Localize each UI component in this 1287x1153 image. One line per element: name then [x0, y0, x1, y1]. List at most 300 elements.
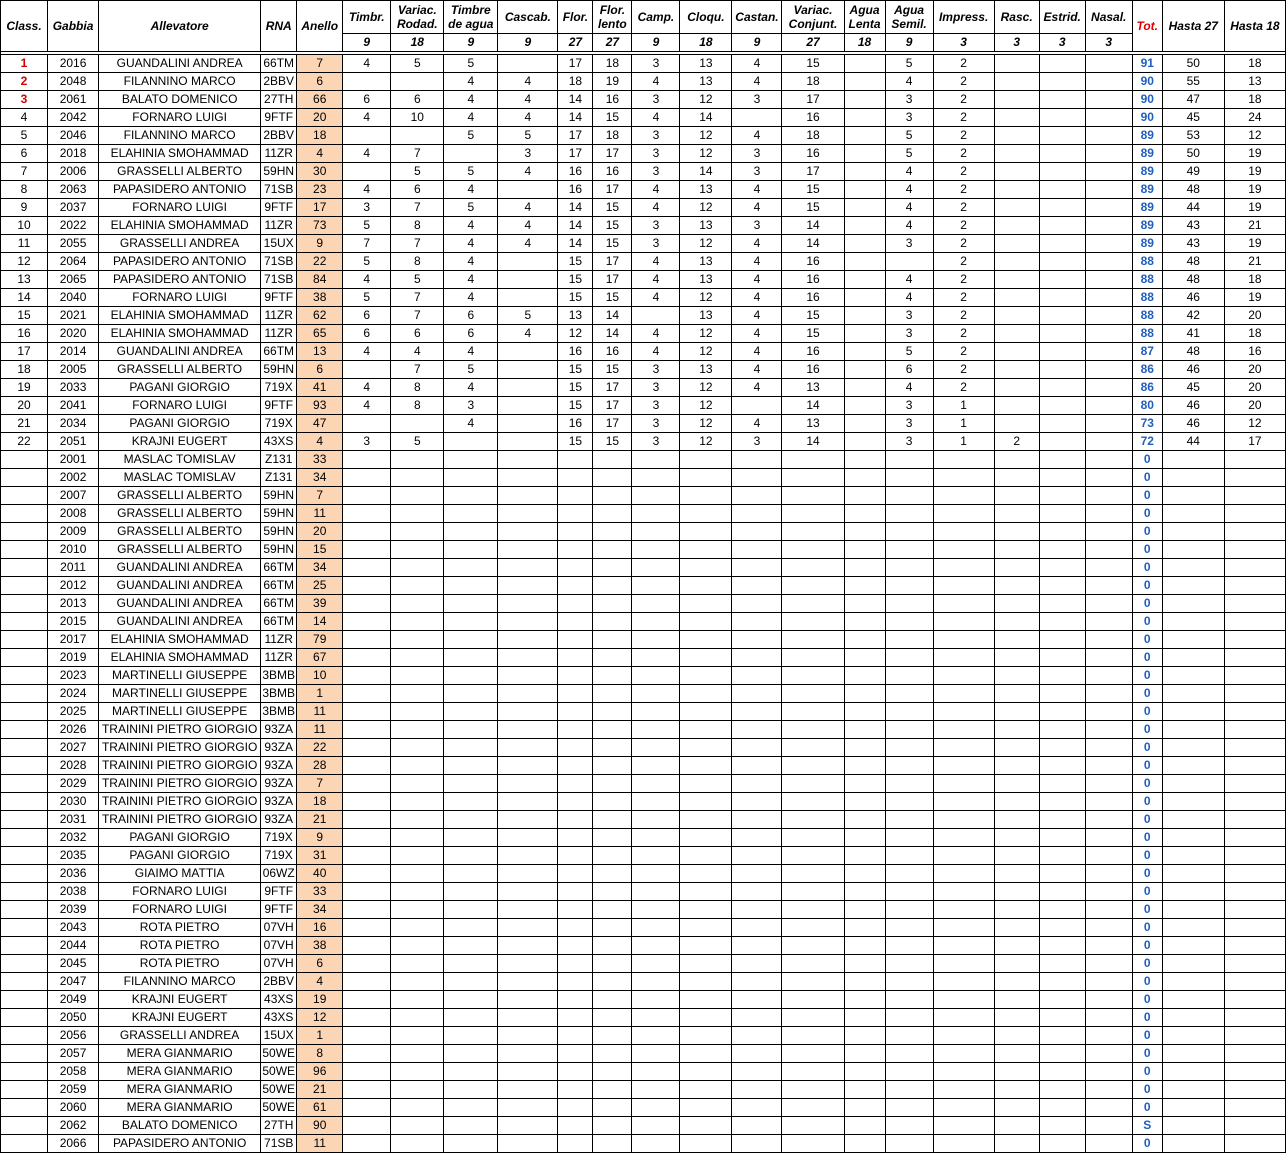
camp-cell[interactable]: 3 [632, 163, 680, 181]
camp-cell[interactable]: 4 [632, 325, 680, 343]
timbre-de-agua-cell[interactable] [444, 721, 498, 739]
cascab-cell[interactable] [498, 1009, 558, 1027]
cloqu-cell[interactable]: 12 [680, 127, 732, 145]
rasc-cell[interactable] [994, 343, 1039, 361]
hasta27-cell[interactable]: 43 [1162, 217, 1224, 235]
flor-cell[interactable] [558, 937, 593, 955]
variac-conjunt-cell[interactable] [782, 559, 844, 577]
variac-conjunt-cell[interactable] [782, 1081, 844, 1099]
cloqu-cell[interactable] [680, 901, 732, 919]
variac-conjunt-cell[interactable] [782, 793, 844, 811]
tot-cell[interactable]: 0 [1132, 559, 1162, 577]
impress-cell[interactable]: 1 [933, 433, 994, 451]
anello-cell[interactable]: 11 [297, 721, 343, 739]
nasal-cell[interactable] [1085, 253, 1132, 271]
variac-rodad-cell[interactable] [391, 1081, 444, 1099]
cascab-cell[interactable] [498, 1045, 558, 1063]
castan-cell[interactable] [732, 631, 782, 649]
variac-rodad-cell[interactable]: 7 [391, 289, 444, 307]
rasc-cell[interactable] [994, 1045, 1039, 1063]
allevatore-cell[interactable]: FILANNINO MARCO [99, 127, 261, 145]
timbr-cell[interactable]: 5 [343, 289, 391, 307]
flor-lento-cell[interactable] [593, 451, 632, 469]
variac-conjunt-cell[interactable]: 17 [782, 163, 844, 181]
class-cell[interactable] [1, 883, 48, 901]
cascab-cell[interactable] [498, 1081, 558, 1099]
castan-cell[interactable] [732, 991, 782, 1009]
hasta18-cell[interactable] [1224, 721, 1285, 739]
col-header-estrid[interactable]: Estrid. [1039, 1, 1085, 34]
hasta27-cell[interactable] [1162, 811, 1224, 829]
allevatore-cell[interactable]: TRAININI PIETRO GIORGIO [99, 793, 261, 811]
variac-conjunt-cell[interactable] [782, 973, 844, 991]
allevatore-cell[interactable]: MERA GIANMARIO [99, 1063, 261, 1081]
variac-rodad-cell[interactable]: 7 [391, 145, 444, 163]
flor-cell[interactable]: 15 [558, 379, 593, 397]
timbre-de-agua-cell[interactable] [444, 523, 498, 541]
nasal-cell[interactable] [1085, 901, 1132, 919]
hasta27-cell[interactable] [1162, 883, 1224, 901]
impress-cell[interactable] [933, 721, 994, 739]
anello-cell[interactable]: 18 [297, 793, 343, 811]
hasta27-cell[interactable] [1162, 451, 1224, 469]
cloqu-cell[interactable]: 12 [680, 415, 732, 433]
anello-cell[interactable]: 38 [297, 289, 343, 307]
estrid-cell[interactable] [1039, 757, 1085, 775]
hasta18-cell[interactable] [1224, 505, 1285, 523]
nasal-cell[interactable] [1085, 1117, 1132, 1135]
rasc-cell[interactable] [994, 523, 1039, 541]
class-cell[interactable]: 5 [1, 127, 48, 145]
gabbia-cell[interactable]: 2063 [48, 181, 99, 199]
cloqu-cell[interactable] [680, 649, 732, 667]
camp-cell[interactable] [632, 703, 680, 721]
hasta18-cell[interactable] [1224, 703, 1285, 721]
anello-cell[interactable]: 34 [297, 469, 343, 487]
camp-cell[interactable] [632, 1135, 680, 1153]
hasta18-cell[interactable] [1224, 757, 1285, 775]
class-cell[interactable] [1, 793, 48, 811]
estrid-cell[interactable] [1039, 199, 1085, 217]
class-cell[interactable] [1, 937, 48, 955]
flor-cell[interactable] [558, 487, 593, 505]
hasta27-cell[interactable]: 47 [1162, 91, 1224, 109]
agua-lenta-cell[interactable] [844, 991, 885, 1009]
class-cell[interactable]: 20 [1, 397, 48, 415]
flor-cell[interactable]: 18 [558, 73, 593, 91]
anello-cell[interactable]: 39 [297, 595, 343, 613]
flor-lento-cell[interactable] [593, 541, 632, 559]
estrid-cell[interactable] [1039, 451, 1085, 469]
estrid-cell[interactable] [1039, 127, 1085, 145]
rasc-cell[interactable] [994, 865, 1039, 883]
castan-cell[interactable] [732, 1099, 782, 1117]
agua-lenta-cell[interactable] [844, 235, 885, 253]
hasta18-cell[interactable] [1224, 1135, 1285, 1153]
variac-conjunt-cell[interactable] [782, 1045, 844, 1063]
class-cell[interactable] [1, 613, 48, 631]
agua-lenta-cell[interactable] [844, 1063, 885, 1081]
col-header-flor[interactable]: Flor. [558, 1, 593, 34]
anello-cell[interactable]: 10 [297, 667, 343, 685]
allevatore-cell[interactable]: PAGANI GIORGIO [99, 829, 261, 847]
agua-semil-cell[interactable] [885, 595, 933, 613]
gabbia-cell[interactable]: 2042 [48, 109, 99, 127]
class-cell[interactable] [1, 865, 48, 883]
variac-conjunt-cell[interactable] [782, 487, 844, 505]
flor-lento-cell[interactable] [593, 487, 632, 505]
hasta18-cell[interactable]: 18 [1224, 91, 1285, 109]
agua-semil-cell[interactable]: 3 [885, 325, 933, 343]
camp-cell[interactable] [632, 1099, 680, 1117]
rna-cell[interactable]: 50WE [261, 1081, 297, 1099]
impress-cell[interactable] [933, 739, 994, 757]
col-header-class[interactable]: Class. [1, 1, 48, 52]
flor-cell[interactable] [558, 757, 593, 775]
flor-lento-cell[interactable]: 17 [593, 145, 632, 163]
cascab-cell[interactable] [498, 181, 558, 199]
col-header-variac-conjunt[interactable]: Variac. Conjunt. [782, 1, 844, 34]
impress-cell[interactable]: 2 [933, 325, 994, 343]
cloqu-cell[interactable] [680, 955, 732, 973]
timbr-cell[interactable] [343, 973, 391, 991]
timbr-cell[interactable]: 4 [343, 109, 391, 127]
allevatore-cell[interactable]: GUANDALINI ANDREA [99, 577, 261, 595]
gabbia-cell[interactable]: 2006 [48, 163, 99, 181]
castan-cell[interactable] [732, 469, 782, 487]
cloqu-cell[interactable]: 12 [680, 289, 732, 307]
allevatore-cell[interactable]: KRAJNI EUGERT [99, 991, 261, 1009]
timbr-cell[interactable] [343, 523, 391, 541]
class-cell[interactable] [1, 721, 48, 739]
castan-cell[interactable] [732, 109, 782, 127]
tot-cell[interactable]: 88 [1132, 289, 1162, 307]
timbre-de-agua-cell[interactable] [444, 1135, 498, 1153]
castan-cell[interactable] [732, 613, 782, 631]
timbr-cell[interactable] [343, 451, 391, 469]
timbre-de-agua-cell[interactable]: 4 [444, 91, 498, 109]
agua-semil-cell[interactable] [885, 451, 933, 469]
agua-semil-cell[interactable]: 6 [885, 361, 933, 379]
timbre-de-agua-cell[interactable] [444, 829, 498, 847]
castan-cell[interactable] [732, 1081, 782, 1099]
nasal-cell[interactable] [1085, 289, 1132, 307]
variac-rodad-cell[interactable]: 7 [391, 199, 444, 217]
agua-lenta-cell[interactable] [844, 937, 885, 955]
variac-conjunt-cell[interactable] [782, 883, 844, 901]
gabbia-cell[interactable]: 2041 [48, 397, 99, 415]
estrid-cell[interactable] [1039, 397, 1085, 415]
timbre-de-agua-cell[interactable]: 4 [444, 379, 498, 397]
tot-cell[interactable]: 0 [1132, 1081, 1162, 1099]
camp-cell[interactable] [632, 811, 680, 829]
timbre-de-agua-cell[interactable] [444, 901, 498, 919]
variac-rodad-cell[interactable]: 7 [391, 235, 444, 253]
allevatore-cell[interactable]: PAGANI GIORGIO [99, 847, 261, 865]
nasal-cell[interactable] [1085, 397, 1132, 415]
camp-cell[interactable] [632, 1117, 680, 1135]
class-cell[interactable] [1, 739, 48, 757]
gabbia-cell[interactable]: 2011 [48, 559, 99, 577]
agua-lenta-cell[interactable] [844, 127, 885, 145]
timbr-cell[interactable] [343, 613, 391, 631]
rna-cell[interactable]: 59HN [261, 523, 297, 541]
castan-cell[interactable] [732, 559, 782, 577]
class-cell[interactable] [1, 1045, 48, 1063]
rna-cell[interactable]: 59HN [261, 487, 297, 505]
cascab-cell[interactable]: 4 [498, 235, 558, 253]
flor-lento-cell[interactable] [593, 1099, 632, 1117]
nasal-cell[interactable] [1085, 217, 1132, 235]
agua-semil-cell[interactable] [885, 685, 933, 703]
hasta27-cell[interactable]: 55 [1162, 73, 1224, 91]
hasta27-cell[interactable]: 48 [1162, 271, 1224, 289]
flor-lento-cell[interactable] [593, 937, 632, 955]
cloqu-cell[interactable]: 12 [680, 145, 732, 163]
impress-cell[interactable]: 2 [933, 127, 994, 145]
rna-cell[interactable]: 11ZR [261, 217, 297, 235]
rasc-cell[interactable] [994, 775, 1039, 793]
class-cell[interactable]: 21 [1, 415, 48, 433]
class-cell[interactable] [1, 1063, 48, 1081]
nasal-cell[interactable] [1085, 487, 1132, 505]
rasc-cell[interactable] [994, 649, 1039, 667]
allevatore-cell[interactable]: GUANDALINI ANDREA [99, 55, 261, 73]
anello-cell[interactable]: 90 [297, 1117, 343, 1135]
impress-cell[interactable] [933, 865, 994, 883]
flor-cell[interactable]: 16 [558, 181, 593, 199]
hasta27-cell[interactable]: 46 [1162, 397, 1224, 415]
timbr-cell[interactable] [343, 127, 391, 145]
timbre-de-agua-cell[interactable] [444, 703, 498, 721]
impress-cell[interactable] [933, 631, 994, 649]
agua-semil-cell[interactable]: 3 [885, 109, 933, 127]
camp-cell[interactable] [632, 991, 680, 1009]
class-cell[interactable] [1, 703, 48, 721]
rasc-cell[interactable] [994, 181, 1039, 199]
variac-rodad-cell[interactable] [391, 487, 444, 505]
variac-conjunt-cell[interactable] [782, 1117, 844, 1135]
rasc-cell[interactable] [994, 613, 1039, 631]
timbr-cell[interactable]: 4 [343, 397, 391, 415]
variac-rodad-cell[interactable]: 7 [391, 361, 444, 379]
agua-lenta-cell[interactable] [844, 91, 885, 109]
cascab-cell[interactable] [498, 811, 558, 829]
hasta18-cell[interactable] [1224, 541, 1285, 559]
nasal-cell[interactable] [1085, 685, 1132, 703]
variac-rodad-cell[interactable] [391, 73, 444, 91]
flor-cell[interactable] [558, 1009, 593, 1027]
variac-conjunt-cell[interactable]: 15 [782, 181, 844, 199]
agua-lenta-cell[interactable] [844, 649, 885, 667]
timbr-cell[interactable] [343, 1027, 391, 1045]
gabbia-cell[interactable]: 2037 [48, 199, 99, 217]
col-header-impress[interactable]: Impress. [933, 1, 994, 34]
cascab-cell[interactable] [498, 865, 558, 883]
camp-cell[interactable] [632, 451, 680, 469]
rna-cell[interactable]: 719X [261, 415, 297, 433]
nasal-cell[interactable] [1085, 91, 1132, 109]
cloqu-cell[interactable]: 13 [680, 55, 732, 73]
anello-cell[interactable]: 61 [297, 1099, 343, 1117]
anello-cell[interactable]: 8 [297, 1045, 343, 1063]
impress-cell[interactable]: 2 [933, 217, 994, 235]
variac-rodad-cell[interactable] [391, 613, 444, 631]
timbre-de-agua-cell[interactable] [444, 955, 498, 973]
rna-cell[interactable]: 71SB [261, 181, 297, 199]
nasal-cell[interactable] [1085, 127, 1132, 145]
agua-semil-cell[interactable] [885, 667, 933, 685]
camp-cell[interactable]: 3 [632, 379, 680, 397]
tot-cell[interactable]: 0 [1132, 721, 1162, 739]
agua-lenta-cell[interactable] [844, 1099, 885, 1117]
rasc-cell[interactable] [994, 217, 1039, 235]
impress-cell[interactable] [933, 1135, 994, 1153]
cloqu-cell[interactable] [680, 703, 732, 721]
agua-lenta-cell[interactable] [844, 55, 885, 73]
timbr-cell[interactable] [343, 865, 391, 883]
impress-cell[interactable] [933, 775, 994, 793]
rna-cell[interactable]: 93ZA [261, 811, 297, 829]
nasal-cell[interactable] [1085, 991, 1132, 1009]
castan-cell[interactable] [732, 1117, 782, 1135]
estrid-cell[interactable] [1039, 109, 1085, 127]
class-cell[interactable] [1, 559, 48, 577]
rasc-cell[interactable] [994, 631, 1039, 649]
class-cell[interactable] [1, 1081, 48, 1099]
anello-cell[interactable]: 33 [297, 451, 343, 469]
estrid-cell[interactable] [1039, 703, 1085, 721]
timbre-de-agua-cell[interactable] [444, 685, 498, 703]
rna-cell[interactable]: 11ZR [261, 325, 297, 343]
anello-cell[interactable]: 9 [297, 829, 343, 847]
castan-cell[interactable] [732, 649, 782, 667]
rna-cell[interactable]: 06WZ [261, 865, 297, 883]
tot-cell[interactable]: S [1132, 1117, 1162, 1135]
class-cell[interactable]: 4 [1, 109, 48, 127]
tot-cell[interactable]: 90 [1132, 109, 1162, 127]
impress-cell[interactable]: 2 [933, 343, 994, 361]
anello-cell[interactable]: 34 [297, 901, 343, 919]
gabbia-cell[interactable]: 2018 [48, 145, 99, 163]
flor-lento-cell[interactable] [593, 829, 632, 847]
timbre-de-agua-cell[interactable]: 5 [444, 361, 498, 379]
cloqu-cell[interactable]: 14 [680, 109, 732, 127]
estrid-cell[interactable] [1039, 1045, 1085, 1063]
variac-rodad-cell[interactable] [391, 415, 444, 433]
estrid-cell[interactable] [1039, 433, 1085, 451]
allevatore-cell[interactable]: TRAININI PIETRO GIORGIO [99, 739, 261, 757]
class-cell[interactable] [1, 667, 48, 685]
nasal-cell[interactable] [1085, 523, 1132, 541]
estrid-cell[interactable] [1039, 73, 1085, 91]
hasta18-cell[interactable] [1224, 775, 1285, 793]
camp-cell[interactable] [632, 649, 680, 667]
agua-lenta-cell[interactable] [844, 847, 885, 865]
allevatore-cell[interactable]: ELAHINIA SMOHAMMAD [99, 325, 261, 343]
anello-cell[interactable]: 67 [297, 649, 343, 667]
agua-semil-cell[interactable] [885, 793, 933, 811]
flor-cell[interactable]: 12 [558, 325, 593, 343]
flor-cell[interactable]: 17 [558, 127, 593, 145]
estrid-cell[interactable] [1039, 343, 1085, 361]
rasc-cell[interactable] [994, 469, 1039, 487]
impress-cell[interactable] [933, 667, 994, 685]
gabbia-cell[interactable]: 2061 [48, 91, 99, 109]
allevatore-cell[interactable]: GRASSELLI ANDREA [99, 1027, 261, 1045]
variac-conjunt-cell[interactable] [782, 1135, 844, 1153]
cloqu-cell[interactable] [680, 757, 732, 775]
flor-lento-cell[interactable]: 17 [593, 415, 632, 433]
estrid-cell[interactable] [1039, 865, 1085, 883]
flor-cell[interactable] [558, 523, 593, 541]
nasal-cell[interactable] [1085, 667, 1132, 685]
cascab-cell[interactable] [498, 1027, 558, 1045]
flor-cell[interactable] [558, 973, 593, 991]
hasta18-cell[interactable]: 16 [1224, 343, 1285, 361]
castan-cell[interactable]: 3 [732, 163, 782, 181]
estrid-cell[interactable] [1039, 145, 1085, 163]
variac-rodad-cell[interactable] [391, 631, 444, 649]
timbre-de-agua-cell[interactable] [444, 505, 498, 523]
allevatore-cell[interactable]: FORNARO LUIGI [99, 883, 261, 901]
camp-cell[interactable]: 4 [632, 109, 680, 127]
variac-rodad-cell[interactable] [391, 541, 444, 559]
cloqu-cell[interactable] [680, 1135, 732, 1153]
variac-rodad-cell[interactable]: 8 [391, 379, 444, 397]
impress-cell[interactable]: 2 [933, 163, 994, 181]
agua-semil-cell[interactable] [885, 703, 933, 721]
hasta18-cell[interactable]: 19 [1224, 181, 1285, 199]
anello-cell[interactable]: 15 [297, 541, 343, 559]
castan-cell[interactable]: 4 [732, 55, 782, 73]
impress-cell[interactable] [933, 469, 994, 487]
castan-cell[interactable] [732, 955, 782, 973]
rasc-cell[interactable] [994, 883, 1039, 901]
hasta18-cell[interactable]: 19 [1224, 163, 1285, 181]
cloqu-cell[interactable]: 13 [680, 361, 732, 379]
agua-semil-cell[interactable] [885, 1117, 933, 1135]
rna-cell[interactable]: 66TM [261, 595, 297, 613]
col-header-castan[interactable]: Castan. [732, 1, 782, 34]
class-cell[interactable]: 9 [1, 199, 48, 217]
flor-cell[interactable] [558, 505, 593, 523]
agua-semil-cell[interactable]: 4 [885, 199, 933, 217]
estrid-cell[interactable] [1039, 307, 1085, 325]
estrid-cell[interactable] [1039, 361, 1085, 379]
nasal-cell[interactable] [1085, 649, 1132, 667]
tot-cell[interactable]: 87 [1132, 343, 1162, 361]
rna-cell[interactable]: 71SB [261, 271, 297, 289]
flor-lento-cell[interactable] [593, 1045, 632, 1063]
allevatore-cell[interactable]: TRAININI PIETRO GIORGIO [99, 721, 261, 739]
class-cell[interactable] [1, 847, 48, 865]
timbr-cell[interactable] [343, 991, 391, 1009]
rasc-cell[interactable] [994, 127, 1039, 145]
cascab-cell[interactable] [498, 559, 558, 577]
gabbia-cell[interactable]: 2056 [48, 1027, 99, 1045]
flor-lento-cell[interactable]: 17 [593, 379, 632, 397]
flor-lento-cell[interactable]: 17 [593, 271, 632, 289]
timbre-de-agua-cell[interactable]: 4 [444, 181, 498, 199]
nasal-cell[interactable] [1085, 307, 1132, 325]
flor-lento-cell[interactable] [593, 1135, 632, 1153]
class-cell[interactable] [1, 757, 48, 775]
agua-lenta-cell[interactable] [844, 865, 885, 883]
nasal-cell[interactable] [1085, 865, 1132, 883]
timbre-de-agua-cell[interactable]: 4 [444, 109, 498, 127]
hasta18-cell[interactable] [1224, 1081, 1285, 1099]
